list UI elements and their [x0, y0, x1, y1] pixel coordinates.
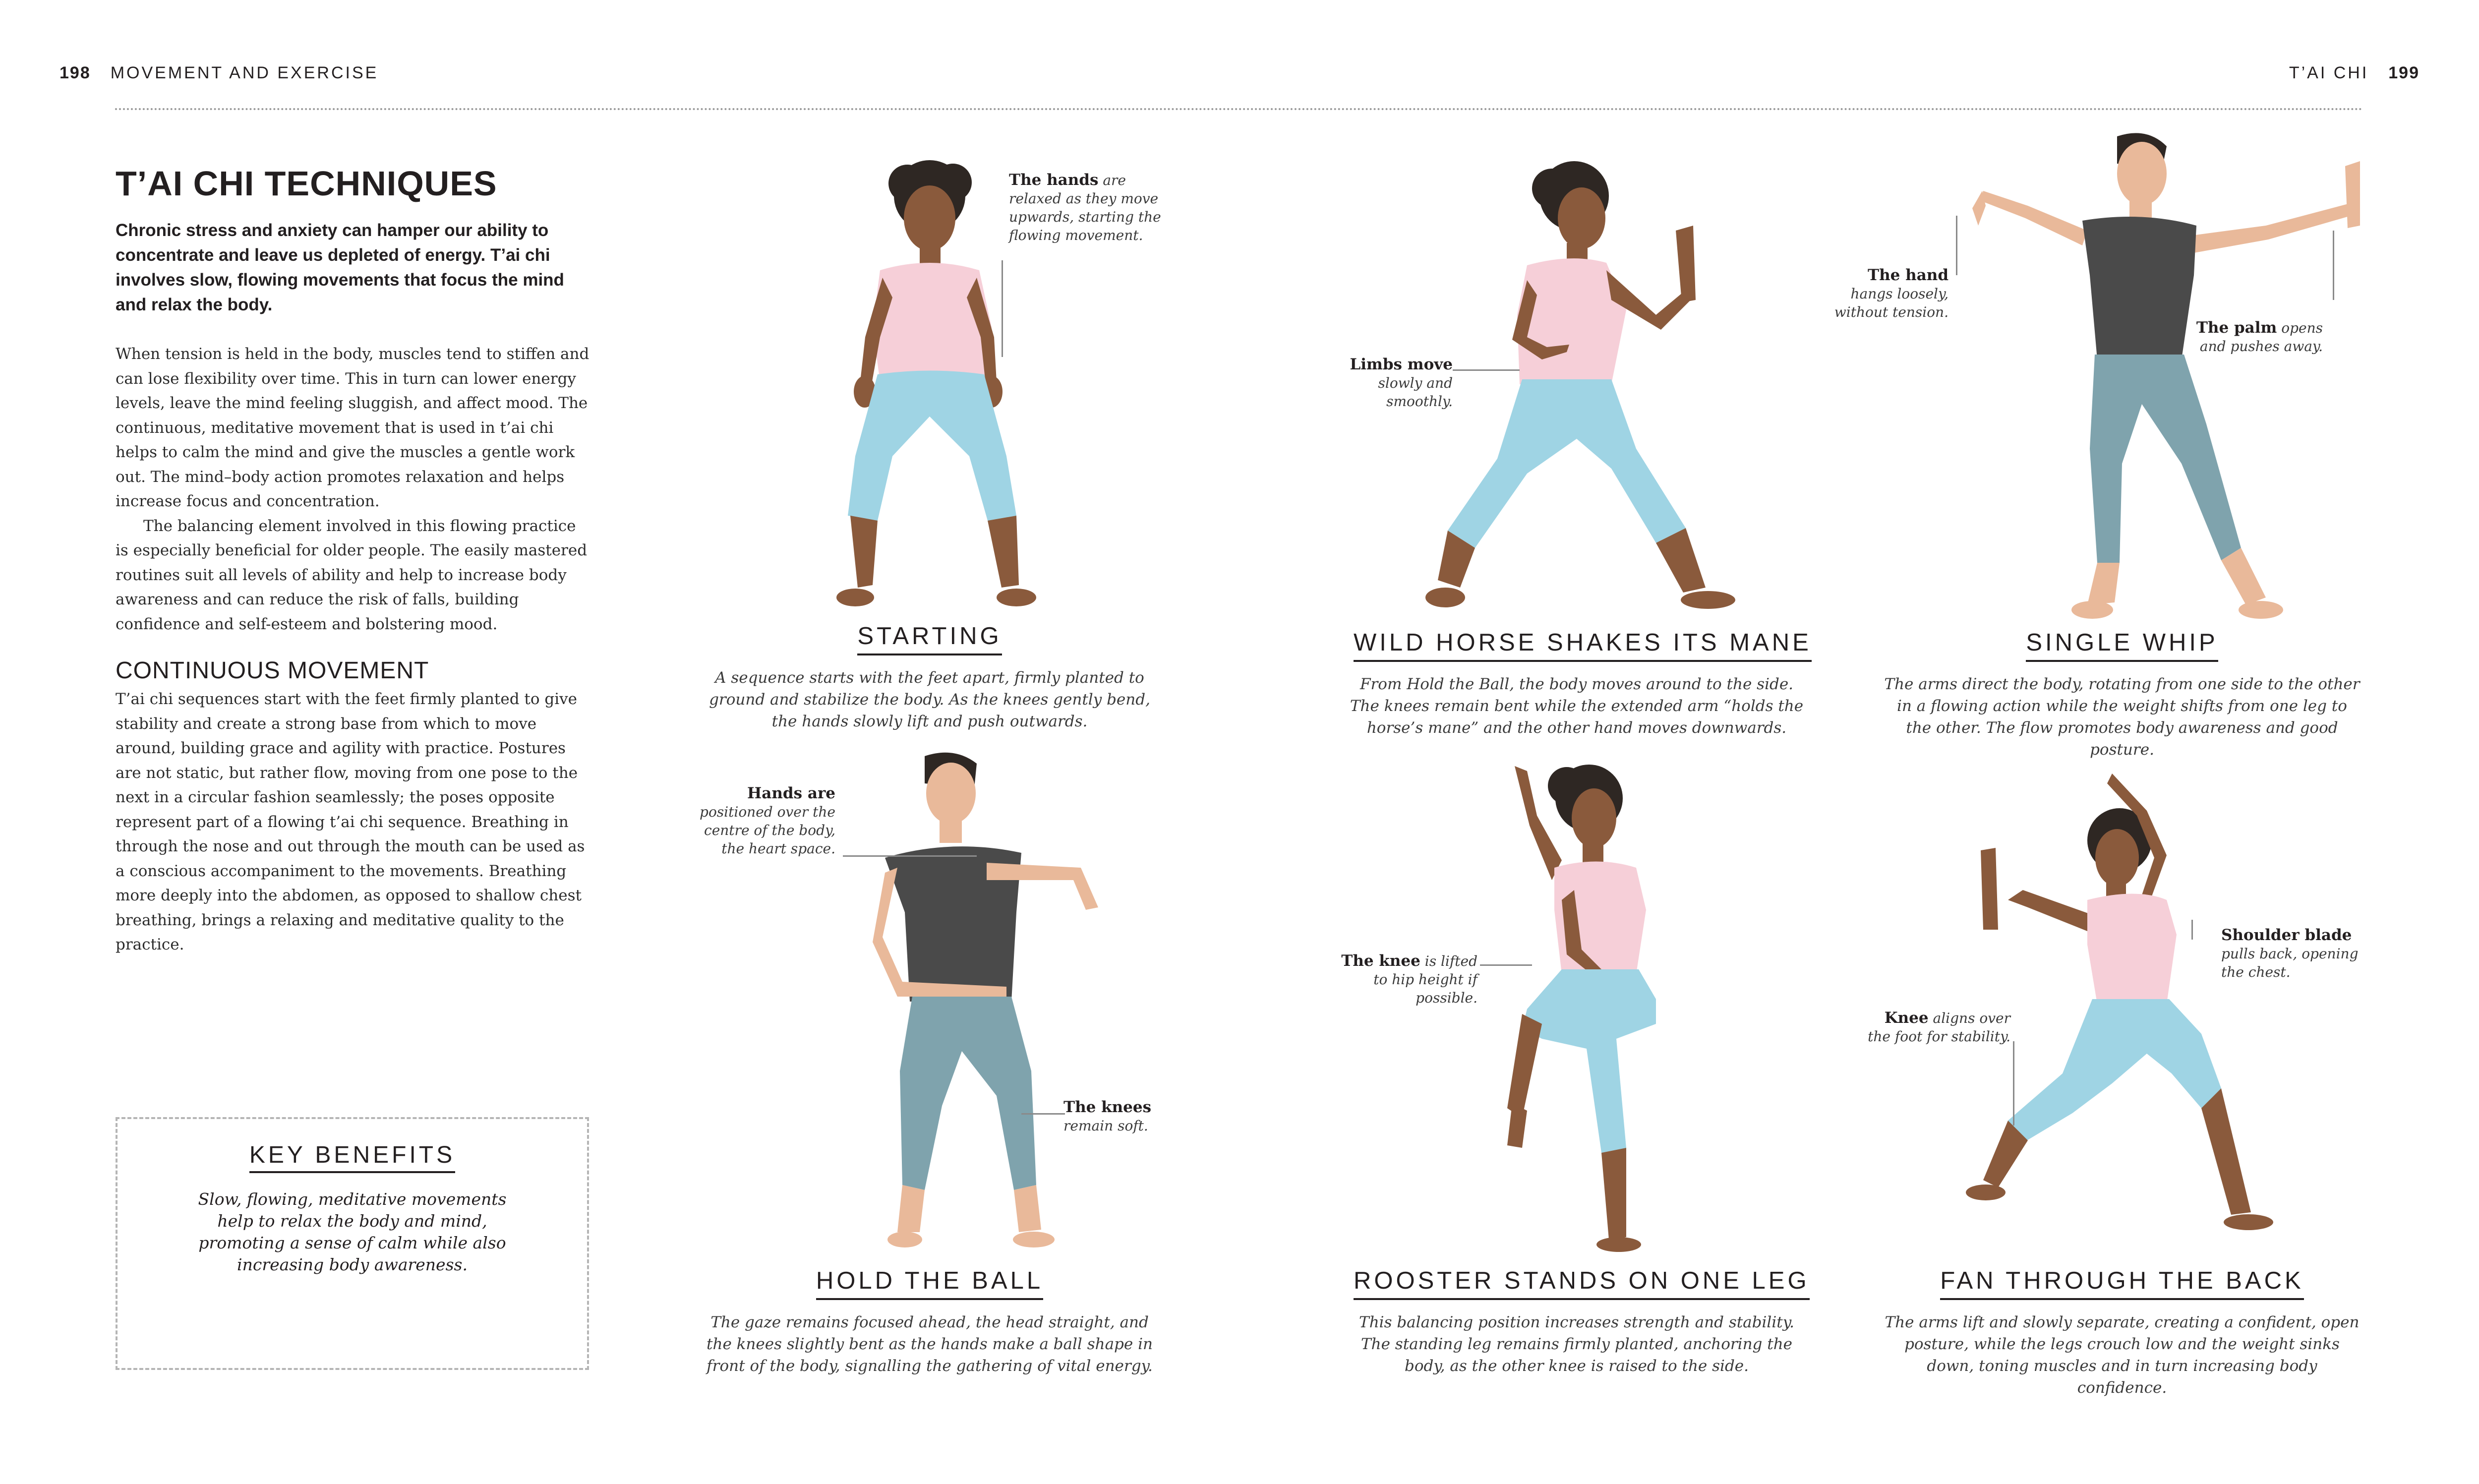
pose-title-single-whip: SINGLE WHIP: [1899, 629, 2345, 656]
annotation-hands-relaxed: The hands are relaxed as they move upwards, starting the flowing movement.: [1009, 171, 1161, 243]
article-intro: Chronic stress and anxiety can hamper our ability to concentrate and leave us depleted of energy. T’ai chi involves slow, flowing movements that focus the mind and relax the body.: [116, 221, 564, 314]
annotation-hand-loose: The hand hangs loosely, without tension.: [1834, 266, 1948, 320]
single-whip-figure-illustration: [1924, 126, 2350, 627]
annotation-knee-aligns: Knee aligns over the foot for stability.: [1868, 1009, 2010, 1045]
body-text-1: [116, 342, 591, 637]
paragraph: The balancing element involved in this flowing practice is especially beneficial for older people. The easily mastered routines suit all levels of ability and help to increase body awareness and can reduce the risk of falls, building confidence and self-esteem and bolstering mood.: [116, 517, 588, 633]
rooster-figure-illustration: [1468, 761, 1745, 1252]
paragraph: When tension is held in the body, muscles tend to stiffen and can lose flexibility over time. This in turn can lower energy levels, leave the mind feeling sluggish, and affect mood. The continuous, meditative movement that is used in t’ai chi helps to calm the mind and give the muscles a gentle work out. The mind–body action promotes relaxation and helps increase focus and concentration.: [116, 345, 590, 510]
annotation-knees-soft: The knees remain soft.: [1063, 1098, 1152, 1134]
section-name-left: MOVEMENT AND EXERCISE: [110, 63, 379, 82]
pose-desc-wild-horse: From Hold the Ball, the body moves around to the side. The knees remain bent while the extended arm “holds the horse’s mane” and the other hand moves downwards.: [1350, 675, 1804, 737]
pose-desc-fan-back: The arms lift and slowly separate, creating a confident, open posture, while the legs crouch low and the weight sinks down, toning muscles and in turn increasing body confidence.: [1885, 1313, 2360, 1397]
pose-title-starting: STARTING: [707, 622, 1153, 650]
annotation-leader: [1956, 216, 1957, 275]
section-name-right: T’AI CHI: [2289, 63, 2369, 82]
annotation-leader: [1021, 1113, 1065, 1115]
page-number-right: 199: [2388, 63, 2420, 82]
pose-desc-single-whip: The arms direct the body, rotating from one side to the other in a flowing action while the weight shifts from one leg to the other. The flow promotes body awareness and good posture.: [1884, 675, 2360, 759]
pose-hold-ball: [823, 749, 1170, 1249]
annotation-hands-positioned: Hands are positioned over the centre of the body, the heart space.: [700, 784, 835, 857]
annotation-leader: [2333, 231, 2334, 300]
running-head-right: [2289, 63, 2420, 83]
pose-title-hold-ball: HOLD THE BALL: [707, 1267, 1153, 1295]
section-subhead: CONTINUOUS MOVEMENT: [116, 657, 429, 684]
key-benefits-text: Slow, flowing, meditative movements help to relax the body and mind, promoting a sense of calm while also increasing body awareness.: [198, 1189, 507, 1274]
annotation-knee-lifted: The knee is lifted to hip height if possible.: [1341, 952, 1477, 1006]
pose-desc-rooster: This balancing position increases strength and stability. The standing leg remains firmly planted, anchoring the body, as the other knee is raised to the side.: [1359, 1313, 1794, 1375]
running-head-left: [59, 63, 378, 83]
pose-desc-starting: A sequence starts with the feet apart, firmly planted to ground and stabilize the body. As the knees gently bend, the hands slowly lift and push outwards.: [709, 669, 1150, 730]
key-benefits-title: KEY BENEFITS: [118, 1141, 587, 1169]
article-title: T’AI CHI TECHNIQUES: [116, 164, 497, 203]
annotation-leader: [1453, 369, 1520, 371]
pose-title-wild-horse: WILD HORSE SHAKES ITS MANE: [1354, 629, 1800, 656]
annotation-limbs-move: Limbs move slowly and smoothly.: [1350, 356, 1453, 410]
annotation-leader: [2013, 1041, 2014, 1126]
annotation-leader: [1002, 260, 1003, 357]
key-benefits-box: [116, 1117, 589, 1370]
pose-desc-hold-ball: The gaze remains focused ahead, the head straight, and the knees slightly bent as the hands make a ball shape in front of the body, signalling the gathering of vital energy.: [707, 1313, 1153, 1375]
body-text-2: [116, 687, 591, 957]
annotation-leader: [2191, 920, 2193, 940]
page-number-left: 198: [59, 63, 91, 82]
pose-single-whip: [1924, 126, 2350, 627]
pose-rooster: [1468, 761, 1745, 1252]
annotation-palm-opens: The palm opens and pushes away.: [2196, 319, 2323, 355]
annotation-leader: [1480, 964, 1532, 966]
header-divider: [115, 108, 2364, 110]
paragraph: T’ai chi sequences start with the feet firmly planted to give stability and create a strong base from which to move around, building grace and agility with practice. Postures are not static, but rather flow, moving from one pose to the next in a circular fashion seamlessly; the poses opposite represent part of a flowing t’ai chi sequence. Breathing in through the nose and out through the mouth can be used as a conscious accompaniment to the movements. Breathing more deeply into the abdomen, as opposed to shallow chest breathing, brings a relaxing and meditative quality to the practice.: [116, 690, 585, 953]
hold-ball-figure-illustration: [823, 749, 1170, 1249]
annotation-leader: [843, 855, 977, 857]
annotation-shoulder-blade: Shoulder blade pulls back, opening the chest.: [2221, 926, 2359, 980]
pose-title-rooster: ROOSTER STANDS ON ONE LEG: [1354, 1267, 1800, 1295]
pose-title-fan-back: FAN THROUGH THE BACK: [1899, 1267, 2345, 1295]
